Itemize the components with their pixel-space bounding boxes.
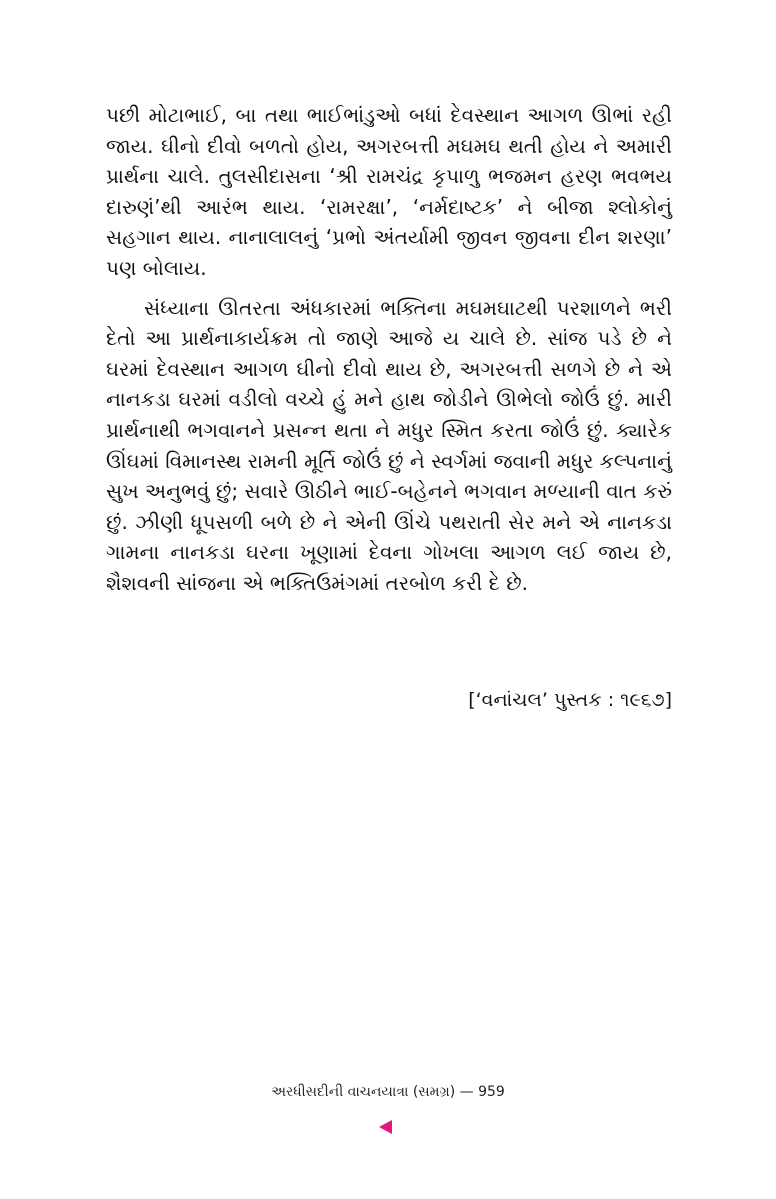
source-citation: [‘વનાંચલ’ પુસ્તક : ૧૯૬૭] <box>468 689 672 711</box>
paragraph-1: પછી મોટાભાઈ, બા તથા ભાઈભાંડુઓ બધાં દેવસ્થાન આગળ ઊભાં રહી જાય. ઘીનો દીવો બળતો હોય, અગરબત્તી મઘમઘ થતી હોય ને અમારી પ્રાર્થના ચાલે. તુલસીદાસના ‘શ્રી રામચંદ્ર કૃપાળુ ભજમન હરણ ભવભય દારુણં’થી આરંભ થાય. ‘રામરક્ષા’, ‘નર્મદાષ્ટક’ ને બીજા શ્લોકોનું સહગાન થાય. નાનાલાલનું ‘પ્રભો અંતર્યામી જીવન જીવના દીન શરણા’ પણ બોલાય. <box>106 103 672 280</box>
main-text <box>106 100 672 599</box>
paragraph-2: સંધ્યાના ઊતરતા અંધકારમાં ભક્તિના મઘમઘાટથી પરશાળને ભરી દેતો આ પ્રાર્થનાકાર્યક્રમ તો જાણે આજે ય ચાલે છે. સાંજ પડે છે ને ઘરમાં દેવસ્થાન આગળ ઘીનો દીવો થાય છે, અગરબત્તી સળગે છે ને એ નાનકડા ઘરમાં વડીલો વચ્ચે હું મને હાથ જોડીને ઊભેલો જોઉં છું. મારી પ્રાર્થનાથી ભગવાનને પ્રસન્ન થતા ને મધુર સ્મિત કરતા જોઉં છું. ક્યારેક ઊંઘમાં વિમાનસ્થ રામની મૂર્તિ જોઉં છું ને સ્વર્ગમાં જવાની મધુર કલ્પનાનું સુખ અનુભવું છું; સવારે ઊઠીને ભાઈ-બહેનને ભગવાન મળ્યાની વાત કરું છું. ઝીણી ધૂપસળી બળે છે ને એની ઊંચે પથરાતી સેર મને એ નાનકડા ગામના નાનકડા ઘરના ખૂણામાં દેવના ગોખલા આગળ લઈ જાય છે, શૈશવની સાંજના એ ભક્તિઉમંગમાં તરબોળ કરી દે છે. <box>106 295 672 595</box>
page-footer: અરધીસદીની વાચનયાત્રા (સમગ્ર) — 959 <box>271 1084 505 1100</box>
previous-page-arrow-icon[interactable] <box>379 1120 392 1134</box>
